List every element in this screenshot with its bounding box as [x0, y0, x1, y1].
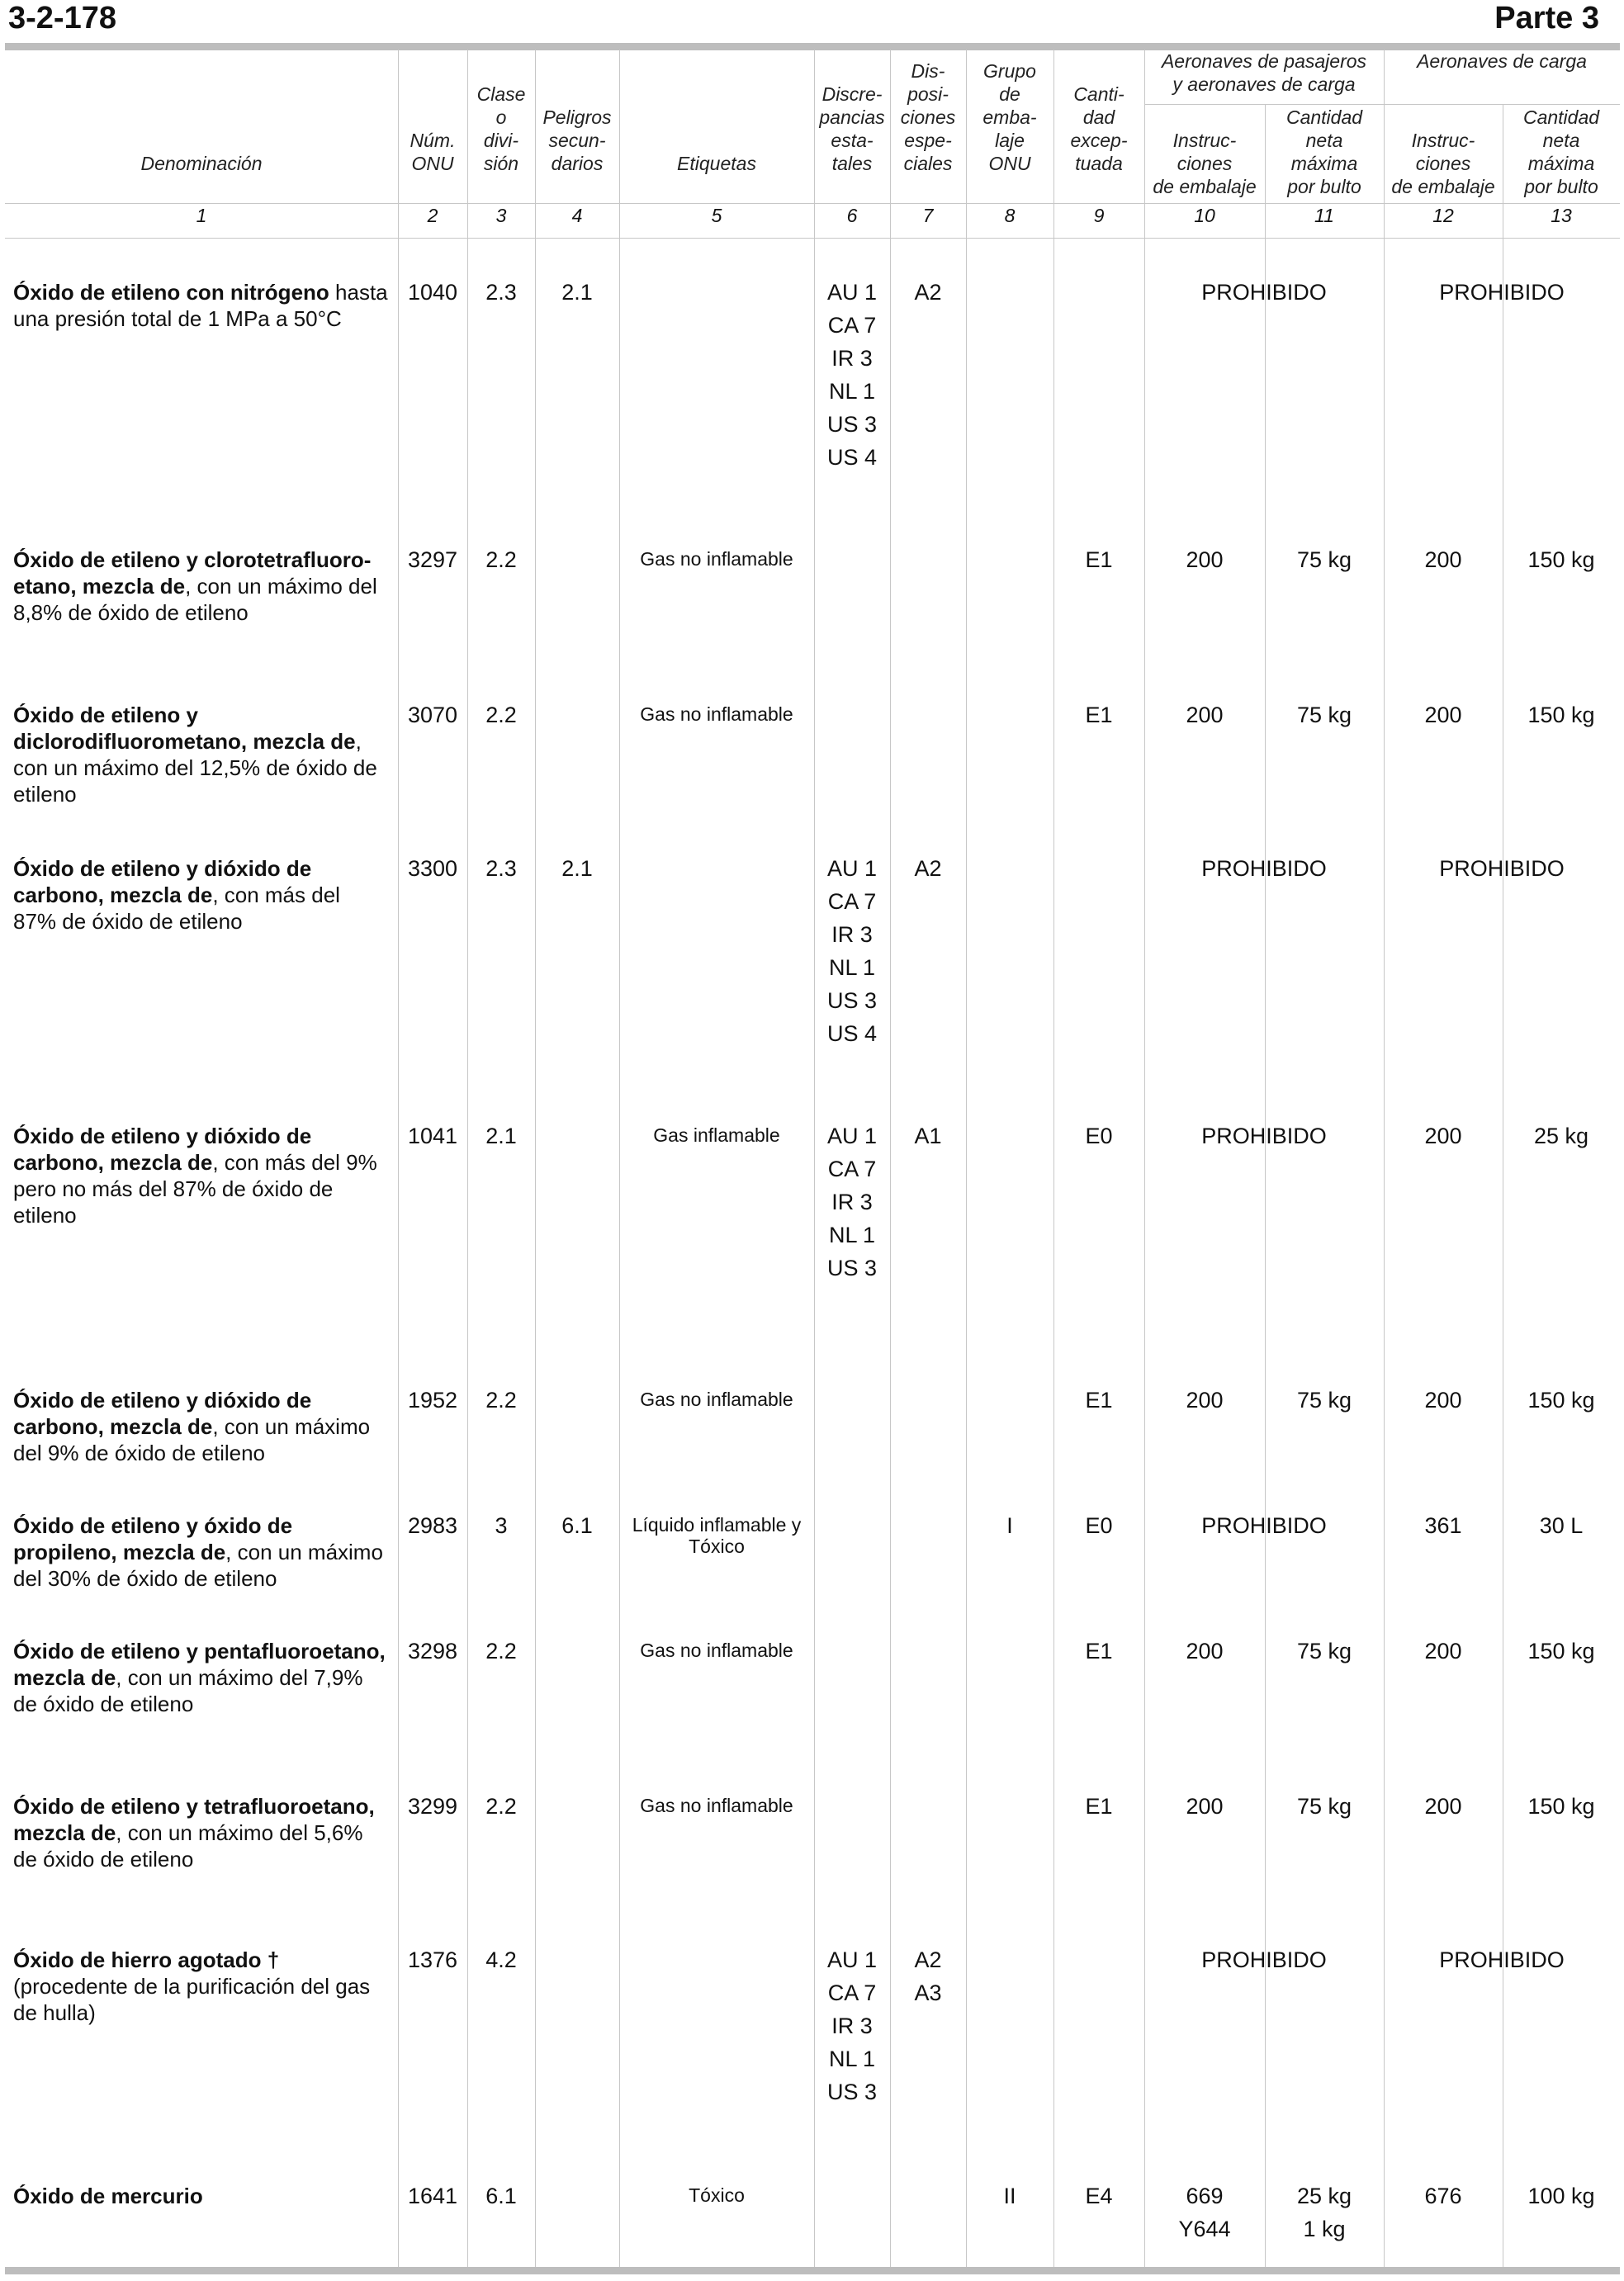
- cell-car-qty: 30 L: [1539, 1513, 1584, 1538]
- header-car-cantidad-neta: Cantidad neta máxima por bulto: [1522, 106, 1600, 197]
- column-divider: [398, 50, 399, 2267]
- cell-pas-instr: 200: [1186, 1639, 1224, 1663]
- cell-un: 1040: [407, 280, 458, 305]
- cell-pas-instr: 200: [1186, 547, 1224, 572]
- cell-peligros: 2.1: [561, 280, 593, 305]
- cell-pasajeros-prohibido: PROHIBIDO: [1201, 856, 1327, 881]
- cell-un: 1041: [407, 1124, 458, 1148]
- row-divider: [1144, 104, 1620, 105]
- cell-car-instr: 200: [1424, 1124, 1462, 1148]
- cell-pasajeros-prohibido: PROHIBIDO: [1201, 1513, 1327, 1538]
- row-denominacion: [13, 1123, 389, 1228]
- cell-cantidad: E1: [1085, 703, 1113, 727]
- cell-clase: 2.3: [485, 280, 517, 305]
- cell-disposiciones: A1: [914, 1124, 942, 1148]
- column-number: 11: [1314, 205, 1334, 226]
- header-clase: Clase o divi- sión: [476, 83, 526, 174]
- column-number: 7: [922, 205, 934, 226]
- column-number: 1: [196, 205, 207, 226]
- cell-etiquetas: Gas inflamable: [653, 1124, 780, 1146]
- row-denominacion: [13, 1638, 389, 1717]
- cell-car-qty: 25 kg: [1533, 1124, 1589, 1148]
- row-name-rest: , con un máximo del 5,6% de óxido de etileno: [13, 1820, 363, 1872]
- header-pas-instrucciones: Instruc- ciones de embalaje: [1153, 130, 1257, 197]
- cell-car-qty: 150 kg: [1527, 1388, 1595, 1413]
- cell-un: 1641: [407, 2184, 458, 2208]
- column-number: 13: [1551, 205, 1572, 226]
- row-name-bold: Óxido de mercurio: [13, 2184, 203, 2208]
- cell-etiquetas: Líquido inflamable y Tóxico: [632, 1514, 802, 1557]
- row-denominacion: [13, 1947, 389, 2026]
- row-name-rest: , con un máximo del 12,5% de óxido de etileno: [13, 729, 377, 807]
- cell-cantidad: E1: [1085, 1639, 1113, 1663]
- cell-disposiciones: A2: [914, 856, 942, 881]
- header-disposiciones: Dis- posi- ciones espe- ciales: [900, 60, 956, 174]
- cell-discrepancias: AU 1 CA 7 IR 3 NL 1 US 3 US 4: [826, 856, 878, 1046]
- row-denominacion: [13, 855, 389, 935]
- cell-car-qty: 150 kg: [1527, 1794, 1595, 1819]
- cell-pasajeros-prohibido: PROHIBIDO: [1201, 1947, 1327, 1972]
- row-name-bold: Óxido de etileno y clorotetrafluoro-etano, mezcla de: [13, 547, 372, 599]
- cell-grupo: I: [1006, 1513, 1013, 1538]
- row-denominacion: [13, 702, 389, 807]
- row-name-bold: Óxido de etileno y dióxido de carbono, mezcla de: [13, 856, 312, 907]
- cell-un: 3300: [407, 856, 458, 881]
- cell-un: 3299: [407, 1794, 458, 1819]
- header-pas-cantidad-neta: Cantidad neta máxima por bulto: [1285, 106, 1363, 197]
- column-divider: [535, 50, 536, 2267]
- row-name-rest: (procedente de la purificación del gas de hulla): [13, 1974, 371, 2025]
- cell-un: 3070: [407, 703, 458, 727]
- column-divider: [1384, 50, 1385, 2267]
- header-etiquetas: Etiquetas: [677, 153, 756, 174]
- cell-un: 3298: [407, 1639, 458, 1663]
- cell-un: 1952: [407, 1388, 458, 1413]
- cell-pas-instr: 200: [1186, 1388, 1224, 1413]
- column-number: 5: [711, 205, 722, 226]
- cell-un: 3297: [407, 547, 458, 572]
- cell-peligros: 6.1: [561, 1513, 593, 1538]
- column-number: 3: [495, 205, 507, 226]
- cell-carga-prohibido: PROHIBIDO: [1439, 280, 1565, 305]
- cell-car-instr: 200: [1424, 1639, 1462, 1663]
- cell-car-instr: 200: [1424, 703, 1462, 727]
- column-number: 12: [1432, 205, 1454, 226]
- row-name-bold: Óxido de hierro agotado †: [13, 1947, 280, 1972]
- cell-pas-qty: 75 kg: [1296, 547, 1352, 572]
- cell-cantidad: E1: [1085, 547, 1113, 572]
- cell-pasajeros-prohibido: PROHIBIDO: [1201, 1124, 1327, 1148]
- cell-pas-instr: 200: [1186, 1794, 1224, 1819]
- cell-car-instr: 676: [1424, 2184, 1462, 2208]
- cell-carga-prohibido: PROHIBIDO: [1439, 856, 1565, 881]
- cell-car-qty: 150 kg: [1527, 1639, 1595, 1663]
- cell-un: 2983: [407, 1513, 458, 1538]
- cell-pas-qty: 75 kg: [1296, 1794, 1352, 1819]
- cell-car-qty: 150 kg: [1527, 703, 1595, 727]
- cell-clase: 6.1: [485, 2184, 517, 2208]
- row-name-bold: Óxido de etileno y diclorodifluorometano, mezcla de: [13, 703, 356, 754]
- row-denominacion: [13, 279, 389, 332]
- cell-disposiciones: A2 A3: [914, 1947, 942, 2005]
- column-number: 6: [846, 205, 858, 226]
- header-carga-group: Aeronaves de carga: [1417, 50, 1587, 72]
- cell-car-instr: 200: [1424, 547, 1462, 572]
- column-divider: [890, 50, 891, 2267]
- header-discrepancias: Discre- pancias esta- tales: [819, 83, 885, 174]
- cell-cantidad: E1: [1085, 1794, 1113, 1819]
- row-name-bold: Óxido de etileno con nitrógeno: [13, 280, 329, 305]
- column-number: 10: [1194, 205, 1215, 226]
- cell-car-instr: 361: [1424, 1513, 1462, 1538]
- cell-etiquetas: Gas no inflamable: [640, 1640, 793, 1661]
- cell-pasajeros-prohibido: PROHIBIDO: [1201, 280, 1327, 305]
- cell-car-instr: 200: [1424, 1794, 1462, 1819]
- row-denominacion: [13, 547, 389, 626]
- cell-cantidad: E0: [1085, 1513, 1113, 1538]
- cell-un: 1376: [407, 1947, 458, 1972]
- cell-etiquetas: Gas no inflamable: [640, 548, 793, 570]
- row-name-rest: , con un máximo del 9% de óxido de etileno: [13, 1414, 371, 1465]
- cell-cantidad: E1: [1085, 1388, 1113, 1413]
- cell-pas-qty: 75 kg: [1296, 703, 1352, 727]
- cell-etiquetas: Gas no inflamable: [640, 1795, 793, 1816]
- cell-pas-qty: 75 kg: [1296, 1639, 1352, 1663]
- column-number: 4: [571, 205, 583, 226]
- header-num-onu: Núm. ONU: [410, 130, 456, 174]
- column-divider: [1053, 50, 1054, 2267]
- column-divider: [1265, 104, 1266, 2267]
- row-name-rest: hasta una presión total de 1 MPa a 50°C: [13, 280, 388, 331]
- column-number: 8: [1004, 205, 1016, 226]
- cell-etiquetas: Gas no inflamable: [640, 703, 793, 725]
- page-number: 3-2-178: [8, 1, 116, 35]
- cell-clase: 2.2: [485, 1639, 517, 1663]
- cell-peligros: 2.1: [561, 856, 593, 881]
- cell-pas-instr: 669 Y644: [1178, 2184, 1231, 2241]
- cell-pas-instr: 200: [1186, 703, 1224, 727]
- cell-disposiciones: A2: [914, 280, 942, 305]
- row-denominacion: [13, 2183, 389, 2209]
- cell-clase: 2.2: [485, 547, 517, 572]
- cell-discrepancias: AU 1 CA 7 IR 3 NL 1 US 3 US 4: [826, 280, 878, 470]
- row-name-bold: Óxido de etileno y dióxido de carbono, mezcla de: [13, 1388, 312, 1439]
- cell-cantidad: E4: [1085, 2184, 1113, 2208]
- bottom-rule: [5, 2267, 1620, 2274]
- cell-discrepancias: AU 1 CA 7 IR 3 NL 1 US 3: [826, 1124, 878, 1280]
- cell-clase: 2.2: [485, 1794, 517, 1819]
- cell-discrepancias: AU 1 CA 7 IR 3 NL 1 US 3: [826, 1947, 878, 2104]
- column-number: 2: [427, 205, 438, 226]
- row-denominacion: [13, 1512, 389, 1592]
- header-denominacion: Denominación: [140, 153, 263, 174]
- row-name-rest: , con un máximo del 8,8% de óxido de etileno: [13, 574, 377, 625]
- row-name-rest: , con un máximo del 30% de óxido de etileno: [13, 1540, 383, 1591]
- cell-pas-qty: 25 kg 1 kg: [1296, 2184, 1352, 2241]
- header-cantidad: Canti- dad excep- tuada: [1070, 83, 1128, 174]
- header-grupo: Grupo de emba- laje ONU: [982, 60, 1037, 174]
- row-name-rest: , con más del 87% de óxido de etileno: [13, 883, 340, 934]
- header-peligros: Peligros secun- darios: [542, 106, 612, 174]
- header-pasajeros-group: Aeronaves de pasajeros y aeronaves de carga: [1161, 50, 1367, 95]
- column-divider: [1144, 50, 1145, 2267]
- row-denominacion: [13, 1793, 389, 1872]
- cell-clase: 3: [495, 1513, 508, 1538]
- cell-pas-qty: 75 kg: [1296, 1388, 1352, 1413]
- row-name-bold: Óxido de etileno y tetrafluoroetano, mezcla de: [13, 1794, 375, 1845]
- column-divider: [966, 50, 967, 2267]
- cell-clase: 2.2: [485, 703, 517, 727]
- cell-clase: 4.2: [485, 1947, 517, 1972]
- row-name-bold: Óxido de etileno y pentafluoroetano, mezcla de: [13, 1639, 386, 1690]
- cell-grupo: II: [1003, 2184, 1016, 2208]
- header-car-instrucciones: Instruc- ciones de embalaje: [1391, 130, 1495, 197]
- cell-clase: 2.2: [485, 1388, 517, 1413]
- cell-carga-prohibido: PROHIBIDO: [1439, 1947, 1565, 1972]
- column-divider: [619, 50, 620, 2267]
- cell-car-qty: 150 kg: [1527, 547, 1595, 572]
- cell-clase: 2.3: [485, 856, 517, 881]
- cell-etiquetas: Gas no inflamable: [640, 1389, 793, 1410]
- cell-car-qty: 100 kg: [1527, 2184, 1595, 2208]
- part-label: Parte 3: [1494, 1, 1599, 35]
- row-divider: [5, 238, 1620, 239]
- row-name-bold: Óxido de etileno y dióxido de carbono, mezcla de: [13, 1124, 312, 1175]
- cell-cantidad: E0: [1085, 1124, 1113, 1148]
- row-name-rest: , con más del 9% pero no más del 87% de óxido de etileno: [13, 1150, 377, 1228]
- column-divider: [467, 50, 468, 2267]
- cell-etiquetas: Tóxico: [689, 2184, 745, 2206]
- cell-clase: 2.1: [485, 1124, 517, 1148]
- row-name-bold: Óxido de etileno y óxido de propileno, mezcla de: [13, 1513, 293, 1564]
- cell-car-instr: 200: [1424, 1388, 1462, 1413]
- column-number: 9: [1093, 205, 1105, 226]
- row-name-rest: , con un máximo del 7,9% de óxido de etileno: [13, 1665, 363, 1716]
- row-denominacion: [13, 1387, 389, 1466]
